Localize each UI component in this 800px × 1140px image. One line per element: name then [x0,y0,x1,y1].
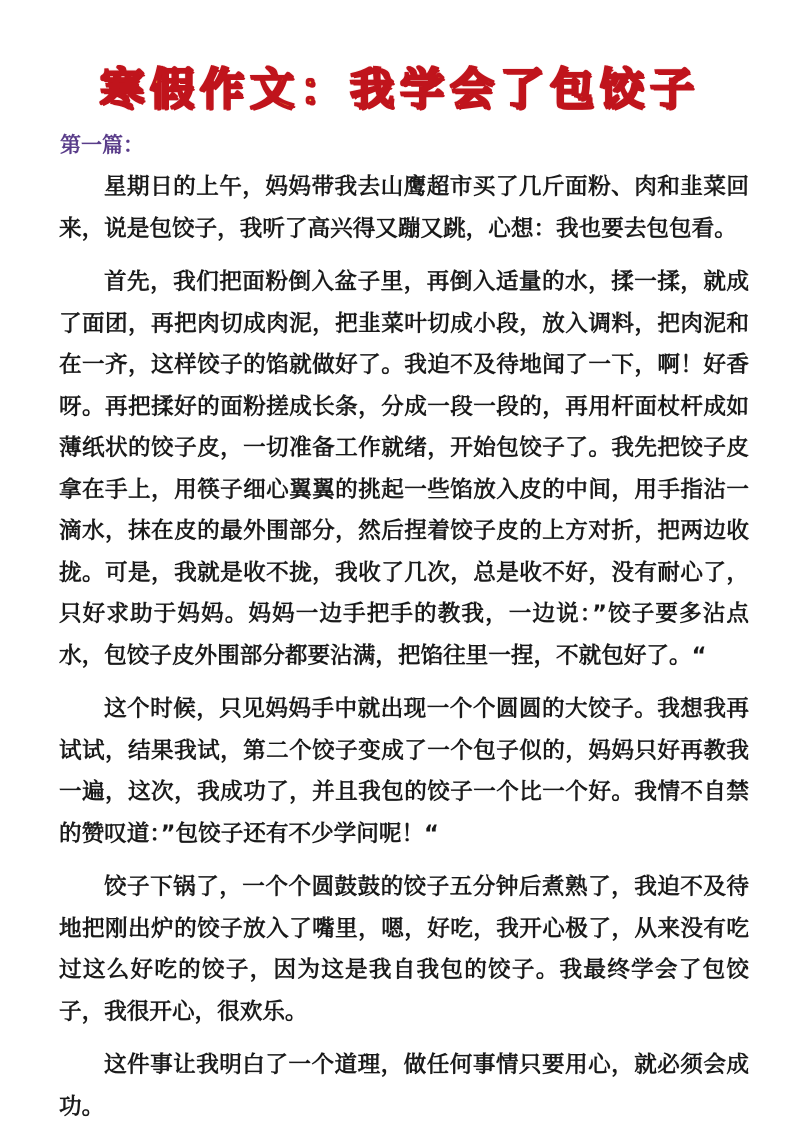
section-label: 第一篇： [60,133,144,157]
paragraph-4: 饺子下锅了，一个个圆鼓鼓的饺子五分钟后煮熟了，我迫不及待地把刚出炉的饺子放入了嘴里，嗯，好吃，我开心极了，从来没有吃过这么好吃的饺子，因为这是我自我包的饺子。我最终学会了包饺子，我很开心，很欢乐。 [59,874,749,1025]
essay-body [59,167,749,1140]
paragraph-3: 这个时候，只见妈妈手中就出现一个个圆圆的大饺子。我想我再试试，结果我试，第二个饺子变成了一个包子似的，妈妈只好再教我一遍，这次，我成功了，并且我包的饺子一个比一个好。我情不自禁的赞叹道：”包饺子还有不少学问呢！“ [59,696,749,847]
paragraph-1: 星期日的上午，妈妈带我去山鹰超市买了几斤面粉、肉和韭菜回来，说是包饺子，我听了高兴得又蹦又跳，心想：我也要去包包看。 [59,174,749,242]
essay-title: 寒假作文：我学会了包饺子 [100,64,700,115]
paragraph-2: 首先，我们把面粉倒入盆子里，再倒入适量的水，揉一揉，就成了面团，再把肉切成肉泥，把韭菜叶切成小段，放入调料，把肉泥和在一齐，这样饺子的馅就做好了。我迫不及待地闻了一下，啊！好香呀。再把揉好的面粉搓成长条，分成一段一段的，再用杆面杖杆成如薄纸状的饺子皮，一切准备工作就绪，开始包饺子了。我先把饺子皮拿在手上，用筷子细心翼翼的挑起一些馅放入皮的中间，用手指沾一滴水，抹在皮的最外围部分，然后捏着饺子皮的上方对折，把两边收拢。可是，我就是收不拢，我收了几次，总是收不好，没有耐心了，只好求助于妈妈。妈妈一边手把手的教我，一边说：”饺子要多沾点水，包饺子皮外围部分都要沾满，把馅往里一捏，不就包好了。“ [59,269,749,669]
paragraph-5: 这件事让我明白了一个道理，做任何事情只要用心，就必须会成功。 [59,1052,749,1120]
